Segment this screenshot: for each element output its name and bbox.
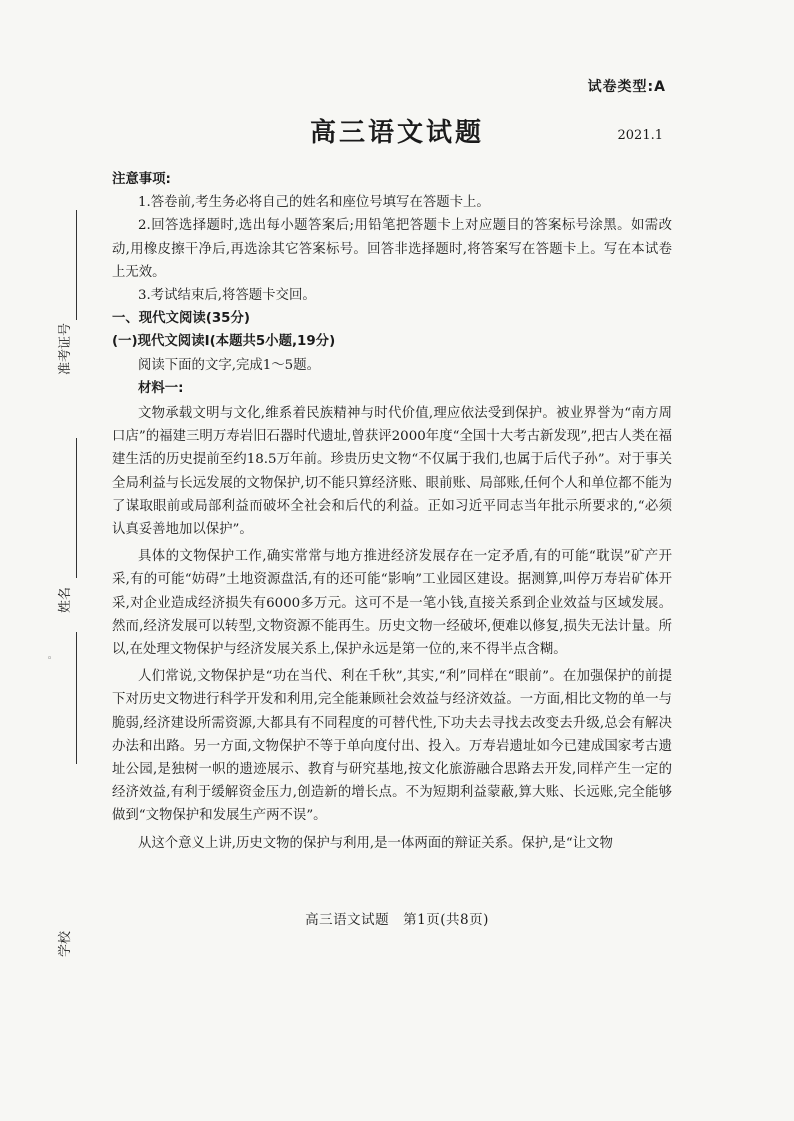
name-field [32, 438, 96, 618]
exam-id-line [76, 210, 77, 320]
body-paragraph: 文物承载文明与文化,维系着民族精神与时代价值,理应依法受到保护。被业界誉为“南方周口店”的福建三明万寿岩旧石器时代遗址,曾获评2000年度“全国十大考古新发现”,把古人类在福建生活的历史提前至约18.5万年前。珍贵历史文物“不仅属于我们,也属于后代子孙”。对于事关全局利益与长远发展的文物保护,切不能只算经济账、眼前账、局部账,任何个人和单位都不能为了谋取眼前或局部利益而破坏全社会和后代的利益。正如习近平同志当年批示所要求的,“必须认真妥善地加以保护”。 [112, 406, 672, 538]
notice-item: 3.考试结束后,将答题卡交回。 [138, 288, 316, 304]
paper-type-label: 试卷类型:A [587, 79, 666, 95]
material-label: 材料一: [138, 380, 184, 396]
subsection-heading: (一)现代文阅读Ⅰ(本题共5小题,19分) [112, 334, 336, 350]
notice-item: 2.回答选择题时,选出每小题答案后;用铅笔把答题卡上对应题目的答案标号涂黑。如需改动,用橡皮擦干净后,再选涂其它答案标号。回答非选择题时,将答案写在答题卡上。写在本试卷上无效。 [112, 218, 672, 280]
body-paragraph: 具体的文物保护工作,确实常常与地方推进经济发展存在一定矛盾,有的可能“耽误”矿产开采,有的可能“妨碍”土地资源盘活,有的还可能“影响”工业园区建设。据测算,叫停万寿岩矿体开采,对企业造成经济损失有6000多万元。这可不是一笔小钱,直接关系到企业效益与区域发展。然而,经济发展可以转型,文物资源不能再生。历史文物一经破坏,便难以修复,损失无法计量。所以,在处理文物保护与经济发展关系上,保护永远是第一位的,来不得半点含糊。 [112, 549, 672, 658]
notice-item: 1.答卷前,考生务必将自己的姓名和座位号填写在答题卡上。 [138, 195, 490, 211]
notice-heading: 注意事项: [112, 172, 171, 187]
exam-id-label: 准考证号 [58, 322, 73, 375]
school-line [76, 632, 77, 764]
page-footer: 高三语文试题 第1页(共8页) [305, 912, 489, 928]
school-field [32, 632, 96, 957]
scan-speck: ◦ [47, 654, 53, 664]
body-paragraph: 人们常说,文物保护是“功在当代、利在千秋”,其实,“利”同样在“眼前”。在加强保护的前提下对历史文物进行科学开发和利用,完全能兼顾社会效益与经济效益。一方面,相比文物的单一与脆弱,经济建设所需资源,大都具有不同程度的可替代性,下功夫去寻找去改变去升级,总会有解决办法和出路。另一方面,文物保护不等于单向度付出、投入。万寿岩遗址如今已建成国家考古遗址公园,是独树一帜的遗迹展示、教育与研究基地,按文化旅游融合思路去开发,同样产生一定的经济效益,有利于缓解资金压力,创造新的增长点。不为短期利益蒙蔽,算大账、长远账,完全能够做到“文物保护和发展生产两不误”。 [112, 669, 672, 824]
section-heading: 一、现代文阅读(35分) [112, 311, 250, 327]
exam-date: 2021.1 [617, 128, 663, 143]
exam-title: 高三语文试题 [309, 118, 484, 148]
body-paragraph: 从这个意义上讲,历史文物的保护与利用,是一体两面的辩证关系。保护,是“让文物 [138, 835, 613, 851]
school-label: 学校 [58, 930, 73, 957]
exam-content [112, 168, 672, 855]
reading-instruction: 阅读下面的文字,完成1～5题。 [138, 357, 320, 373]
name-label: 姓名 [58, 586, 73, 613]
exam-id-field [32, 210, 96, 390]
name-line [76, 438, 77, 578]
